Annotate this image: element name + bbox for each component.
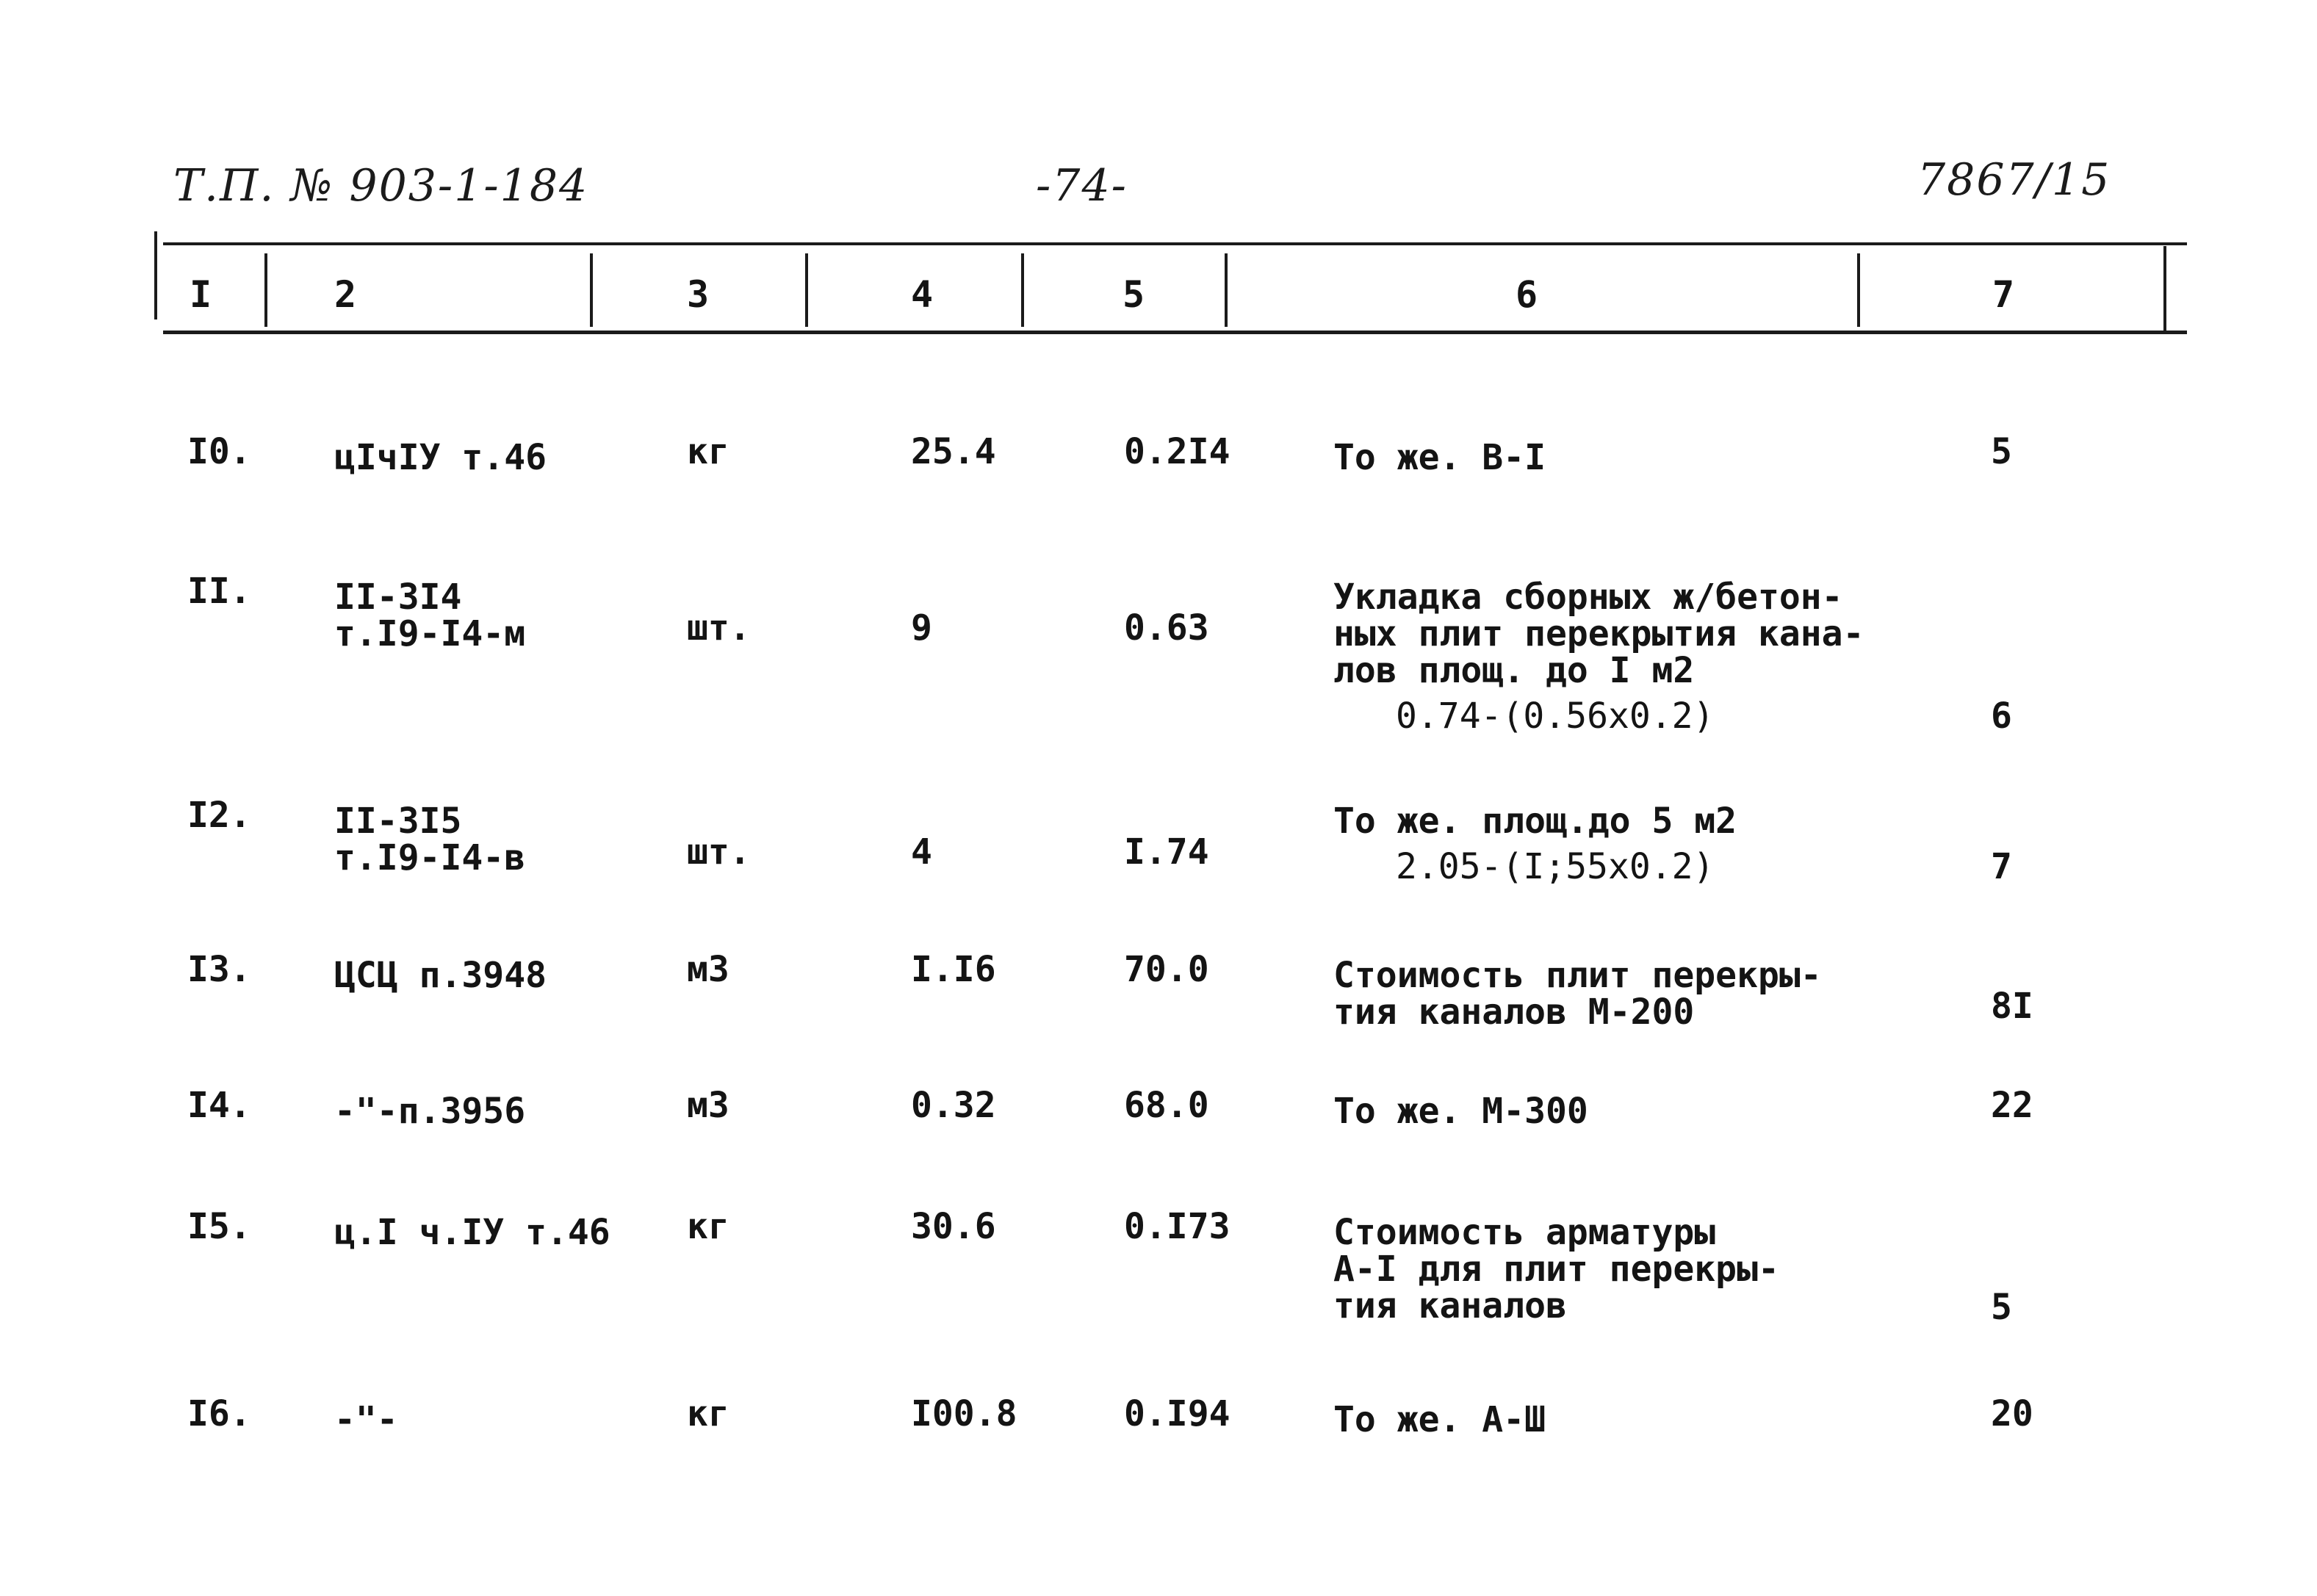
norm-reference [334, 957, 547, 994]
norm-reference-line: цIчIУ т.46 [334, 437, 547, 478]
unit: кг [687, 431, 729, 472]
work-description [1333, 439, 1546, 476]
norm-reference-line: т.I9-I4-м [334, 613, 526, 654]
norm-reference-line: II-3I5 [334, 801, 462, 842]
total-cost: 7 [1991, 846, 2012, 887]
header-top-rule [163, 242, 2187, 245]
total-cost: 22 [1991, 1085, 2033, 1126]
quantity: 9 [911, 607, 932, 649]
norm-reference [334, 1093, 525, 1130]
norm-reference [334, 579, 525, 652]
row-number: I6. [187, 1393, 251, 1434]
unit: м3 [687, 949, 729, 990]
sheet-code: 7867/15 [1917, 154, 2111, 206]
row-number: I0. [187, 431, 251, 472]
norm-reference-line: ЦСЦ п.3948 [334, 955, 547, 996]
norm-reference [334, 1214, 610, 1251]
work-description [1333, 955, 1822, 1033]
norm-reference-line: -"- [334, 1399, 398, 1440]
total-cost: 6 [1991, 696, 2012, 737]
quantity: I00.8 [911, 1393, 1017, 1434]
column-number: 7 [1992, 273, 2015, 316]
total-cost: 8I [1991, 986, 2033, 1027]
work-description [1333, 1214, 1779, 1324]
norm-reference [334, 439, 547, 476]
quantity: 0.32 [911, 1085, 996, 1126]
row-number: I5. [187, 1206, 251, 1247]
work-description [1333, 1401, 1546, 1438]
norm-reference-line: ц.I ч.IУ т.46 [334, 1212, 610, 1253]
work-description [1333, 577, 1864, 737]
column-number: 5 [1122, 273, 1145, 316]
description-line: То же. В-I [1333, 437, 1546, 478]
description-line: Стоимость арматуры [1333, 1212, 1716, 1253]
norm-reference-line: II-3I4 [334, 577, 462, 618]
unit: м3 [687, 1085, 729, 1126]
column-divider [1225, 253, 1228, 327]
column-number: I [189, 273, 212, 316]
column-divider [264, 253, 267, 327]
description-line: То же. А-Ш [1333, 1399, 1546, 1440]
unit: кг [687, 1206, 729, 1247]
description-line: лов площ. до I м2 [1333, 650, 1695, 691]
description-line: тия каналов [1333, 1285, 1567, 1326]
quantity: 30.6 [911, 1206, 996, 1247]
column-number: 3 [686, 273, 710, 316]
area-formula: 0.74-(0.56х0.2) [1396, 696, 1715, 737]
column-divider [2163, 246, 2166, 331]
unit-price: I.74 [1124, 831, 1209, 873]
column-divider [1857, 253, 1860, 327]
description-line: ных плит перекрытия кана- [1333, 613, 1864, 654]
description-line: А-I для плит перекры- [1333, 1249, 1779, 1290]
page-number: -74- [1036, 160, 1128, 212]
document-code: Т.П. № 903-1-184 [173, 160, 589, 212]
column-divider [1021, 253, 1024, 327]
description-line: Укладка сборных ж/бетон- [1333, 577, 1843, 618]
unit-price: 68.0 [1124, 1085, 1209, 1126]
total-cost: 5 [1991, 1287, 2012, 1328]
unit: кг [687, 1393, 729, 1434]
unit-price: 0.2I4 [1124, 431, 1230, 472]
norm-reference [334, 803, 525, 876]
work-description [1333, 1093, 1588, 1130]
work-description [1333, 803, 1737, 885]
description-line: тия каналов М-200 [1333, 992, 1695, 1033]
unit-price: 0.I73 [1124, 1206, 1230, 1247]
description-line: Стоимость плит перекры- [1333, 955, 1822, 996]
row-number: I2. [187, 795, 251, 836]
unit-price: 0.63 [1124, 607, 1209, 649]
column-number: 2 [334, 273, 357, 316]
norm-reference [334, 1401, 398, 1438]
quantity: I.I6 [911, 949, 996, 990]
norm-reference-line: -"-п.3956 [334, 1091, 526, 1132]
row-number: I3. [187, 949, 251, 990]
header-bottom-rule [163, 331, 2187, 334]
column-divider [590, 253, 593, 327]
area-formula: 2.05-(I;55х0.2) [1396, 846, 1715, 887]
description-line: То же. площ.до 5 м2 [1333, 801, 1737, 842]
norm-reference-line: т.I9-I4-в [334, 837, 526, 878]
unit: шт. [687, 831, 751, 873]
quantity: 25.4 [911, 431, 996, 472]
unit-price: 70.0 [1124, 949, 1209, 990]
column-number: 6 [1515, 273, 1538, 316]
total-cost: 5 [1991, 431, 2012, 472]
unit-price: 0.I94 [1124, 1393, 1230, 1434]
quantity: 4 [911, 831, 932, 873]
unit: шт. [687, 607, 751, 649]
column-divider [805, 253, 808, 327]
description-line: То же. М-300 [1333, 1091, 1588, 1132]
total-cost: 20 [1991, 1393, 2033, 1434]
column-number: 4 [910, 273, 934, 316]
row-number: II. [187, 571, 251, 612]
row-number: I4. [187, 1085, 251, 1126]
